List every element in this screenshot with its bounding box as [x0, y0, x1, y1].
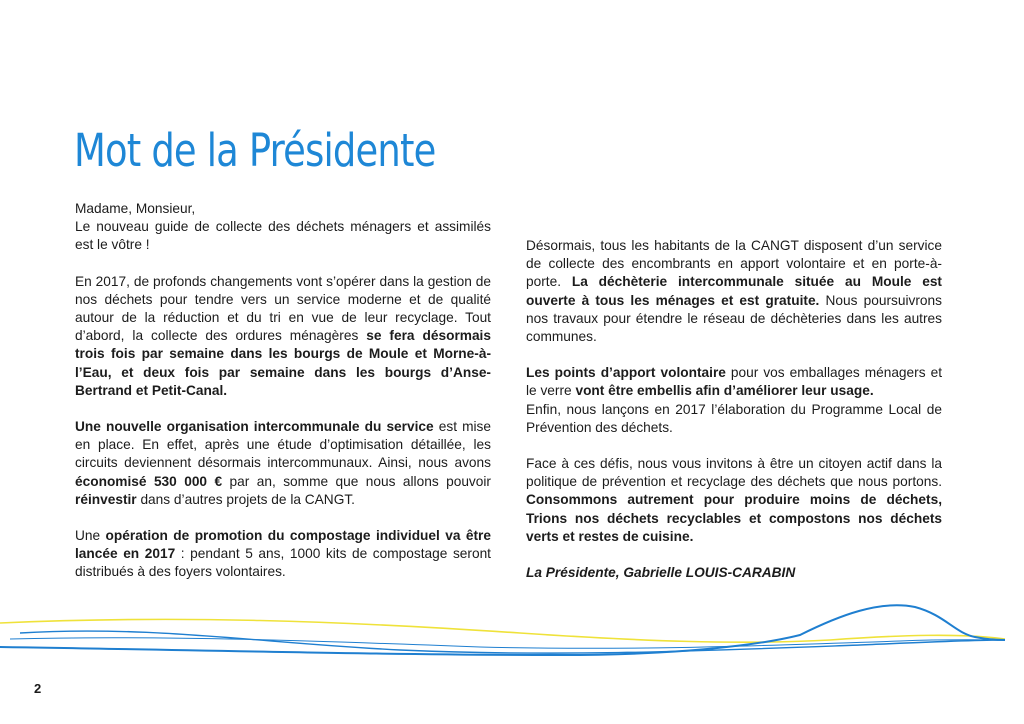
organisation-paragraph: Une nouvelle organisation intercommunale du service est mise en place. En effet, après une étude d’optimisation détaillée, les circuits deviennent désormais intercommunaux. Ainsi, nous avons économisé 530 000 € par an, somme que nous allons pouvoir réinvestir dans d’autres projets de la CANGT. — [75, 419, 491, 507]
salutation: Madame, Monsieur, — [75, 201, 196, 216]
compost-paragraph: Une opération de promotion du compostage individuel va être lancée en 2017 : pendant 5 ans, 1000 kits de compostage seront distribués à des foyers volontaires. — [75, 528, 491, 580]
right-column — [526, 237, 942, 600]
signature: La Présidente, Gabrielle LOUIS-CARABIN — [526, 565, 796, 581]
decorative-waves — [0, 595, 1024, 665]
apport-paragraph: Les points d’apport volontaire pour vos emballages ménagers et le verre vont être embellis afin d’améliorer leur usage. Enfin, nous lançons en 2017 l’élaboration du Programme Local de Prévention des déchets. — [526, 365, 943, 435]
page-title: Mot de la Présidente — [74, 124, 436, 177]
intro-paragraph: Le nouveau guide de collecte des déchets ménagers et assimilés est le vôtre ! — [75, 219, 491, 253]
yellow-wave — [0, 619, 1005, 642]
blue-wave-upper — [10, 638, 1005, 649]
page-number: 2 — [34, 681, 42, 696]
defis-paragraph: Face à ces défis, nous vous invitons à être un citoyen actif dans la politique de prévention et recyclage des déchets que nous portons. Consommons autrement pour produire moins de déchets, Trions nos déchets recyclables et compostons nos déchets verts et restes de cuisine. — [526, 456, 942, 544]
left-column — [75, 200, 491, 600]
encombrants-paragraph: Désormais, tous les habitants de la CANGT disposent d’un service de collecte des encombrants en apport volontaire et en porte-à-porte. La déchèterie intercommunale située au Moule est ouverte à tous les ménages et est gratuite. Nous poursuivrons nos travaux pour étendre le réseau de déchèteries dans les autres communes. — [526, 238, 943, 345]
changes-paragraph: En 2017, de profonds changements vont s’opérer dans la gestion de nos déchets pour tendre vers un service moderne et de qualité autour de la réduction et du tri en vue de leur recyclage. Tout d’abord, la collecte des ordures ménagères se fera désormais trois fois par semaine dans les bourgs de Moule et Morne-à-l’Eau, et deux fois par semaine dans les bourgs d’Anse-Bertrand et Petit-Canal. — [75, 273, 491, 398]
